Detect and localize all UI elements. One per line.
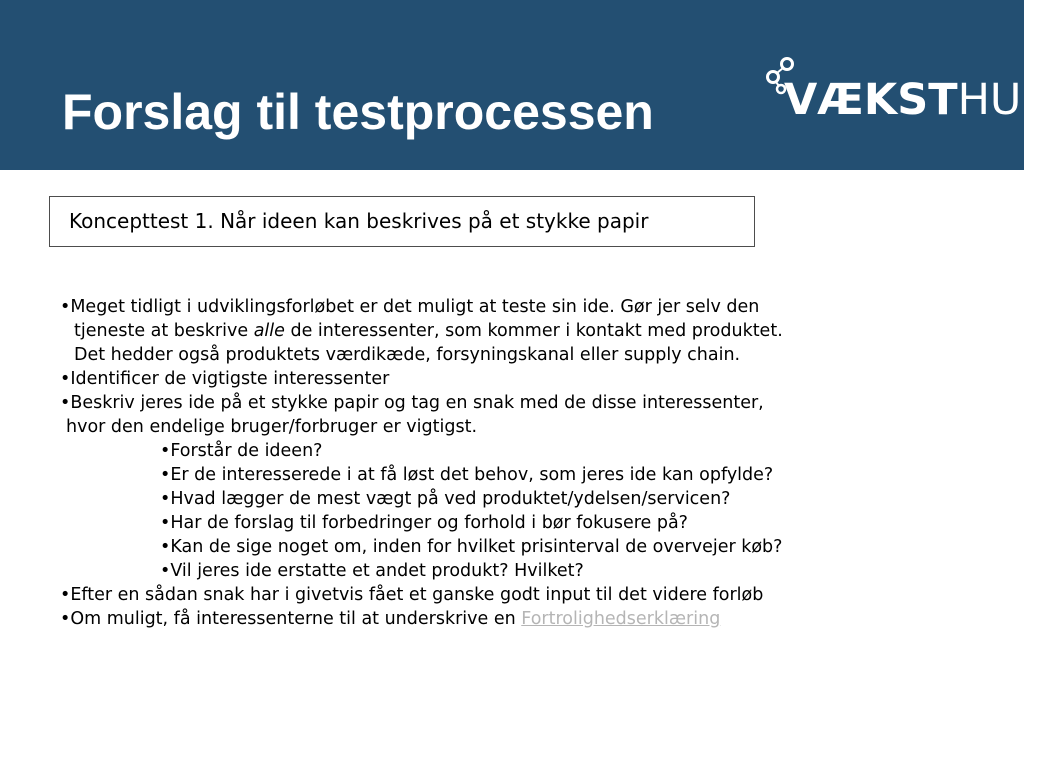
bullet-5-prefix: •Om muligt, få interessenterne til at underskrive en — [60, 609, 522, 629]
bullet-1-line-2-suffix: de interessenter, som kommer i kontakt med produktet. — [284, 321, 783, 341]
bullet-4: •Efter en sådan snak har i givetvis fået et ganske godt input til det videre forløb — [60, 585, 764, 605]
sub-bullet: •Vil jeres ide erstatte et andet produkt? Hvilket? — [160, 561, 584, 581]
logo-text-light: HUS — [957, 75, 1049, 125]
confidentiality-agreement-link[interactable]: Fortrolighedserklæring — [521, 609, 721, 629]
slide-title: Forslag til testprocessen — [62, 84, 654, 140]
bullet-3-line-1: •Beskriv jeres ide på et stykke papir og tag en snak med de disse interessenter, — [60, 393, 764, 413]
logo-text-bold: VÆKST — [784, 75, 958, 125]
sub-bullet: •Hvad lægger de mest vægt på ved produktet/ydelsen/servicen? — [160, 489, 731, 509]
sub-bullet: •Forstår de ideen? — [160, 441, 323, 461]
bullet-1-emphasis: alle — [253, 321, 285, 341]
sub-bullet: •Kan de sige noget om, inden for hvilket prisinterval de overvejer køb? — [160, 537, 783, 557]
slide-header — [0, 0, 1049, 170]
bullet-1-line-2 — [60, 319, 1010, 343]
concept-test-box — [49, 196, 755, 247]
bullet-2: •Identificer de vigtigste interessenter — [60, 369, 390, 389]
bullet-list — [60, 295, 1010, 631]
bullet-1-line-3: Det hedder også produktets værdikæde, forsyningskanal eller supply chain. — [74, 345, 741, 365]
bullet-1-line-2-prefix: tjeneste at beskrive — [74, 321, 254, 341]
sub-bullet: •Er de interesserede i at få løst det behov, som jeres ide kan opfylde? — [160, 465, 774, 485]
vaeksthus-logo — [764, 56, 1049, 126]
concept-test-heading: Koncepttest 1. Når ideen kan beskrives på et stykke papir — [69, 209, 649, 233]
bullet-3-line-2: hvor den endelige bruger/forbruger er vigtigst. — [66, 417, 478, 437]
bullet-5 — [60, 607, 1010, 631]
logo-wordmark — [784, 74, 1049, 126]
sub-bullet: •Har de forslag til forbedringer og forhold i bør fokusere på? — [160, 513, 688, 533]
bullet-1-line-1: •Meget tidligt i udviklingsforløbet er det muligt at teste sin ide. Gør jer selv den — [60, 297, 760, 317]
